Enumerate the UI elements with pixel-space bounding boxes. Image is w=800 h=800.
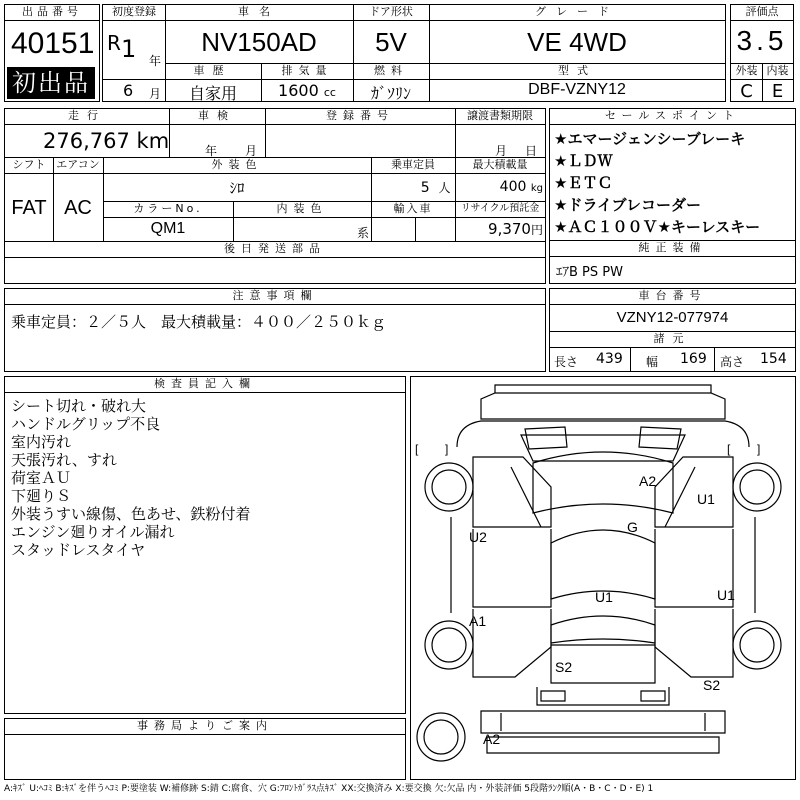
max-load-unit: kg	[530, 183, 543, 194]
month-value: 6	[123, 81, 134, 100]
month-unit: 月	[149, 87, 162, 101]
int-color-suffix: 系	[357, 226, 370, 240]
displacement-number: 1600	[278, 81, 319, 100]
damage-mark: U2	[469, 529, 487, 545]
office-label: 事務局よりご案内	[137, 719, 273, 732]
bracket-left: [ ]	[415, 442, 449, 456]
fuel-label: 燃料	[374, 64, 408, 77]
notes-label: 注意事項欄	[232, 289, 318, 302]
door-type: 5V	[375, 27, 407, 57]
lot-number: 40151	[11, 27, 95, 60]
car-outline-diagram	[411, 377, 795, 779]
fuel-value: ｶﾞｿﾘﾝ	[370, 84, 411, 103]
vehicle-info-grid	[102, 4, 726, 102]
mileage-unit: km	[136, 129, 170, 153]
damage-mark: U1	[595, 589, 613, 605]
inspector-line: 荷室ＡＵ	[11, 469, 72, 487]
displacement-unit: cc	[323, 86, 336, 99]
interior-grade: E	[771, 81, 784, 102]
recycle-unit: 円	[530, 223, 543, 237]
capacity-value	[371, 179, 455, 196]
damage-mark: A2	[639, 473, 657, 489]
reg-no-label: 登録番号	[326, 109, 394, 122]
damage-mark: A2	[483, 731, 501, 747]
score-box	[730, 4, 794, 102]
sales-point-item: ★ＡＣ１００Ｖ★キーレスキー	[554, 218, 761, 236]
inspector-label: 検査員記入欄	[154, 377, 256, 390]
lot-box	[4, 4, 100, 102]
first-listing-badge: 初出品	[7, 67, 95, 99]
interior-label: 内装	[766, 64, 789, 77]
lot-label: 出品番号	[22, 5, 82, 18]
inspection-label: 車検	[198, 109, 236, 122]
inspector-line: シート切れ・破れ大	[11, 397, 147, 415]
car-name-label: 車名	[238, 5, 280, 18]
height-label: 高さ	[720, 355, 745, 369]
dims-label: 諸元	[653, 332, 692, 345]
equipment-label: 純正装備	[638, 241, 707, 254]
damage-mark: S2	[703, 677, 721, 693]
era-prefix: R	[107, 31, 121, 55]
mileage-number: 276,767	[43, 129, 130, 153]
sales-point-item: ★ＬＤＷ	[554, 152, 613, 170]
chassis-label: 車台番号	[638, 289, 707, 302]
capacity-number: 5	[420, 180, 430, 196]
ext-color-value: ｼﾛ	[229, 179, 245, 197]
exterior-label: 外装	[735, 64, 758, 77]
score-value: 3.5	[736, 25, 788, 56]
max-load-number: 400	[499, 179, 527, 195]
max-load-value	[455, 179, 543, 195]
year-unit: 年	[149, 54, 162, 68]
damage-mark: G	[627, 519, 638, 535]
model-label: 型式	[558, 64, 596, 77]
equipment-value: ｴｱB PS PW	[556, 265, 623, 280]
damage-mark: U1	[717, 587, 735, 603]
score-label: 評価点	[745, 5, 779, 18]
length-value: 439	[596, 351, 623, 367]
office-block	[4, 718, 406, 780]
inspector-line: 室内汚れ	[11, 433, 72, 451]
displacement-value	[261, 81, 353, 100]
color-no-label: カラーNo.	[133, 202, 203, 215]
history-value: 自家用	[188, 84, 237, 103]
ac-label: エアコン	[56, 158, 100, 171]
capacity-unit: 人	[438, 181, 451, 195]
chassis-number: VZNY12-077974	[616, 309, 729, 326]
damage-mark: S2	[555, 659, 573, 675]
inspector-line: 天張汚れ、すれ	[11, 451, 117, 469]
damage-mark: A1	[469, 613, 487, 629]
legend-footer: A:ｷｽﾞ U:ﾍｺﾐ B:ｷｽﾞを伴うﾍｺﾐ P:要塗装 W:補修跡 S:錆 C:腐食、穴 G:ﾌﾛﾝﾄｶﾞﾗｽ点ｷｽﾞ XX:交換済み X:要交換 欠:欠品 内・外装評価 5段階ﾗﾝｸ順(A・B・C・D・E) 1	[4, 784, 654, 794]
exterior-grade: C	[740, 81, 753, 102]
inspector-lines	[11, 397, 403, 559]
inspector-block	[4, 376, 406, 714]
length-label: 長さ	[554, 355, 579, 369]
shift-value: FAT	[11, 197, 47, 219]
damage-map	[410, 376, 796, 780]
sales-point-item: ★エマージェンシーブレーキ	[554, 130, 746, 148]
ac-value: AC	[64, 197, 92, 219]
notes-text: 乗車定員：２／５人 最大積載量：４００／２５０ｋｇ	[11, 313, 387, 331]
width-label: 幅	[646, 355, 659, 369]
sales-points-label: セールスポイント	[604, 109, 740, 122]
capacity-label: 乗車定員	[391, 158, 435, 171]
inspector-line: 外装うすい線傷、色あせ、鉄粉付着	[11, 505, 251, 523]
height-value: 154	[760, 351, 787, 367]
header-block	[4, 4, 796, 104]
max-load-label: 最大積載量	[472, 158, 528, 171]
mileage-label: 走行	[68, 109, 106, 122]
sales-point-item: ★ドライブレコーダー	[554, 196, 701, 214]
bracket-right: [ ]	[727, 442, 761, 456]
inspector-line: ハンドルグリップ不良	[11, 415, 161, 433]
inspector-line: エンジン廻りオイル漏れ	[11, 523, 175, 541]
door-label: ドア形状	[369, 5, 413, 18]
mileage-value	[43, 129, 169, 153]
displacement-label: 排気量	[281, 64, 333, 77]
sales-points-list	[554, 128, 794, 238]
color-no-value: QM1	[150, 220, 186, 237]
sales-point-item: ★ＥＴＣ	[554, 174, 613, 192]
spec-block	[4, 108, 546, 284]
inspector-line: 下廻りＳ	[11, 487, 72, 505]
sales-points-block	[549, 108, 796, 242]
grade-value: VE 4WD	[527, 27, 627, 57]
notes-block	[4, 288, 546, 372]
width-value: 169	[680, 351, 707, 367]
era-year: 1	[121, 35, 137, 63]
transfer-day-unit: 日	[525, 144, 538, 158]
inspection-year-unit: 年	[205, 144, 218, 158]
chassis-block	[549, 288, 796, 372]
inspection-month-unit: 月	[245, 144, 258, 158]
import-label: 輸入車	[393, 202, 433, 215]
shift-label: シフト	[12, 158, 46, 171]
car-name: NV150AD	[201, 27, 317, 57]
damage-mark: U1	[697, 491, 715, 507]
grade-label: グレード	[535, 5, 619, 18]
inspector-line: スタッドレスタイヤ	[11, 541, 146, 559]
history-label: 車歴	[193, 64, 232, 77]
recycle-value	[455, 220, 543, 238]
model-value: DBF-VZNY12	[528, 81, 626, 98]
ext-color-label: 外装色	[211, 158, 263, 171]
recycle-number: 9,370	[488, 220, 531, 238]
first-reg-label: 初度登録	[112, 5, 156, 18]
equipment-block	[549, 240, 796, 284]
transfer-label: 譲渡書類期限	[467, 109, 533, 122]
later-parts-label: 後日発送部品	[224, 242, 326, 255]
int-color-label: 内装色	[276, 202, 328, 215]
recycle-label: リサイクル預託金	[460, 203, 540, 214]
transfer-month-unit: 月	[495, 144, 508, 158]
